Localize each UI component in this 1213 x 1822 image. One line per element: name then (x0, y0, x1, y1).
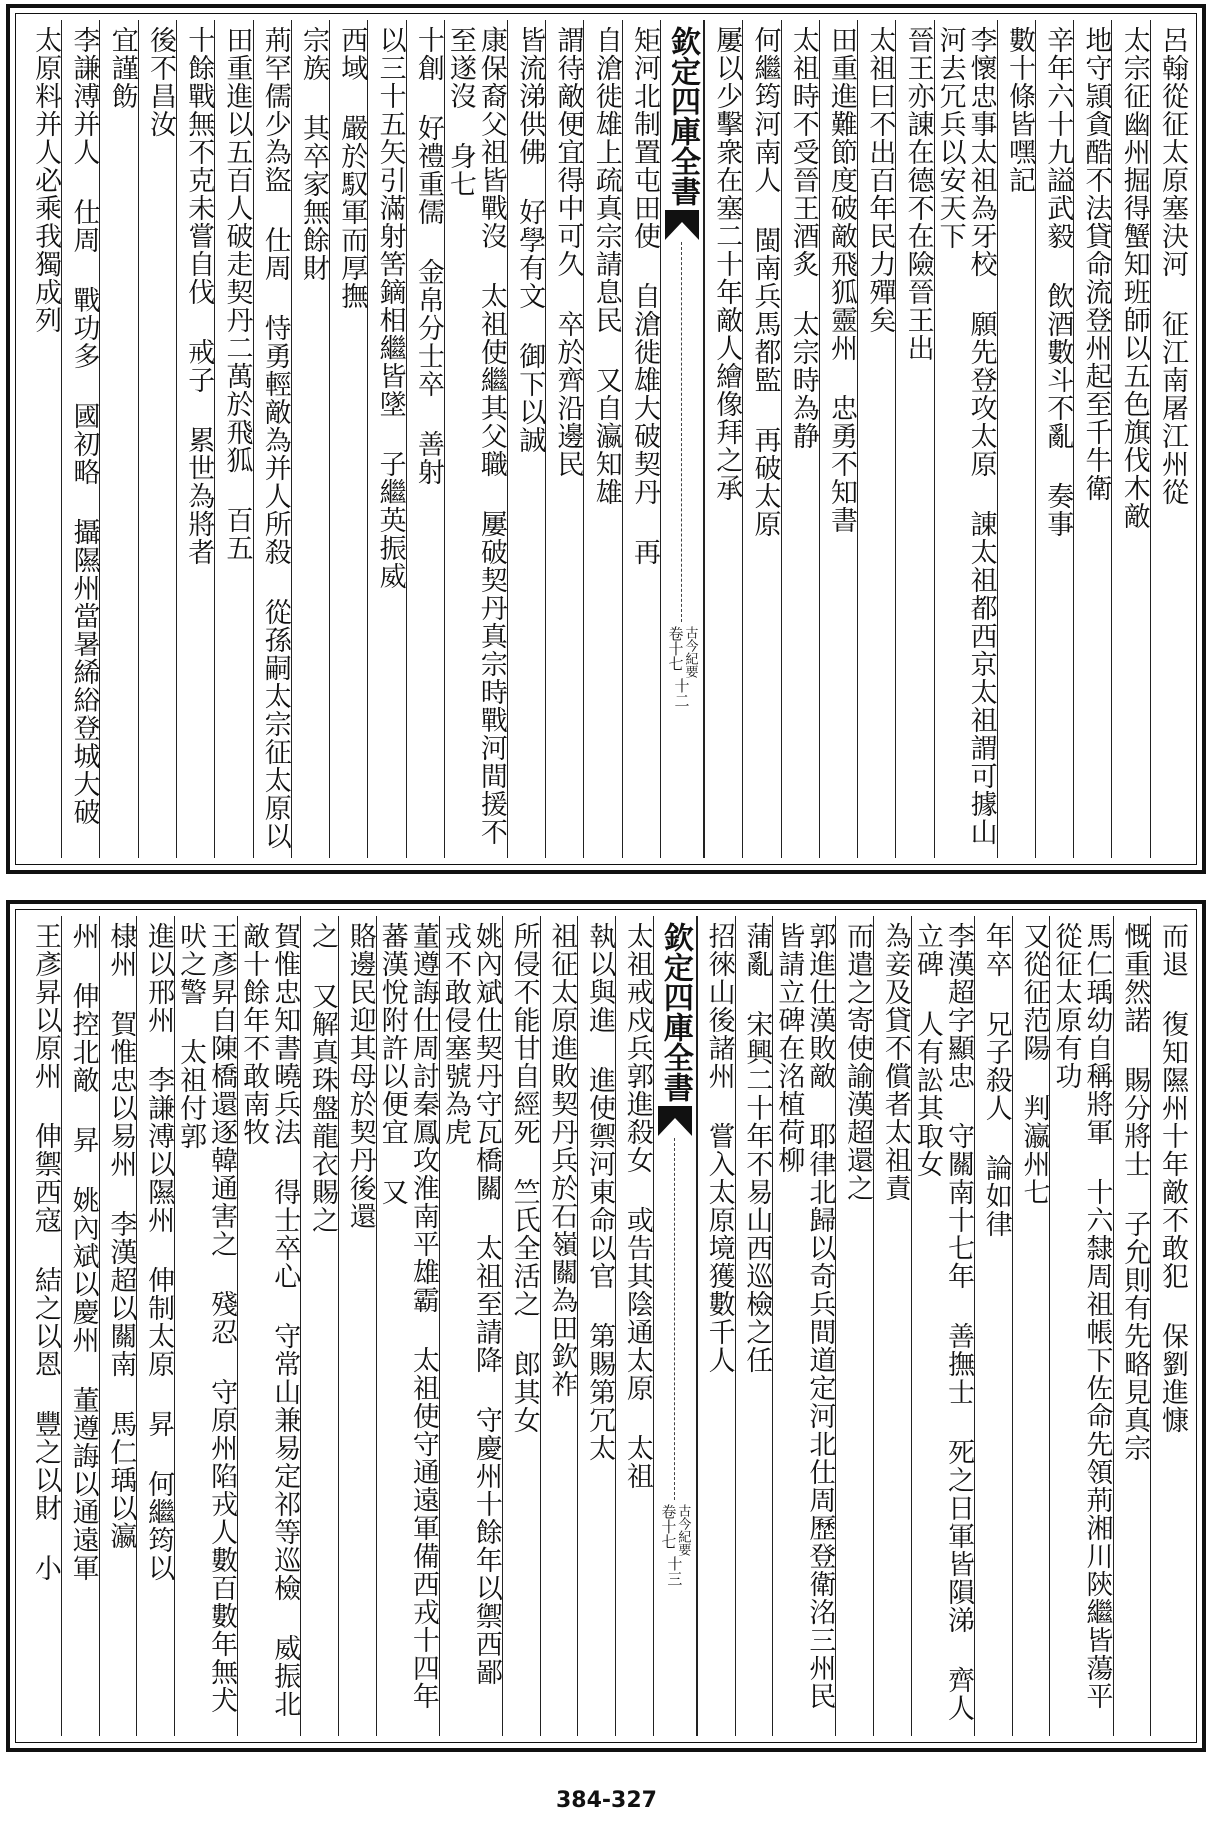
text-column: 十創 好禮重儒 金帛分士卒 善射 (406, 20, 444, 858)
text-column: 棣州 賀惟忠以易州 李漢超以關南 馬仁瑀以瀛 (99, 916, 137, 1736)
gutter-book-title: 古今紀要 (675, 1504, 691, 1556)
text-column: 為妾及貸不償者太祖責 (873, 916, 911, 1736)
gutter-rule (681, 242, 682, 622)
text-column: 蒲亂 宋興二十年不易山西巡檢之任 (735, 916, 773, 1736)
text-column: 李謙溥并人 仕周 戰功多 國初略 攝隰州當暑絺綌登城大破 (61, 20, 99, 858)
text-column: 晉王亦諌在德不在險晉王出 (895, 20, 933, 858)
text-column: 執以與進 進使禦河東命以官 第賜第冗太 (577, 916, 615, 1736)
text-column: 辛年六十九謚武毅 飲酒數斗不亂 奏事 (1035, 20, 1073, 858)
text-column: 進以邢州 李謙溥以隰州 伸制太原 昇 何繼筠以 (136, 916, 174, 1736)
gutter-folio: 十三 (665, 1556, 684, 1586)
text-column: 皆流涕供佛 好學有文 御下以誠 (507, 20, 545, 858)
text-column: 郭進仕漢敗敵 耶律北歸以奇兵間道定河北仕周歷登衛洺三州民皆請立碑在洺植荷柳 (772, 916, 835, 1736)
text-column: 何繼筠河南人 閩南兵馬都監 再破太原 (742, 20, 780, 858)
text-column: 宗族 其卒家無餘財 (291, 20, 329, 858)
bottom-columns (24, 916, 1188, 1736)
gutter-label (660, 1504, 689, 1556)
text-column: 姚內斌仕契丹守瓦橋關 太祖至請降 守慶州十餘年以禦西鄙 戎不敢侵塞號為虎 (439, 916, 502, 1736)
gutter-juan: 卷十七 (666, 626, 685, 671)
text-column: 太宗征幽州掘得蟹知班師以五色旗伐木敵 (1111, 20, 1149, 858)
text-column: 荊罕儒少為盜 仕周 恃勇輕敵為并人所殺 從孫嗣太宗征太原以 (253, 20, 291, 858)
text-column: 自滄徙雄上疏真宗請息民 又自瀛知雄 (583, 20, 621, 858)
text-column: 十餘戰無不克未嘗自伐 戒子 累世為將者 (176, 20, 214, 858)
text-column: 所侵不能甘自經死 竺氏全活之 郎其女 (502, 916, 540, 1736)
text-column: 賀惟忠知書曉兵法 得士卒心 守常山兼易定祁等巡檢 威振北敵十餘年不敢南牧 (237, 916, 300, 1736)
gutter-label (667, 626, 696, 678)
gutter-book-title: 古今紀要 (682, 626, 698, 678)
gutter-juan: 卷十七 (659, 1504, 678, 1549)
top-page (6, 4, 1206, 874)
text-column: 招徠山後諸州 嘗入太原境獲數千人 (697, 916, 735, 1736)
text-column: 太祖曰不出百年民力殫矣 (857, 20, 895, 858)
text-column: 而退 復知隰州十年敵不敢犯 保劉進慷 (1150, 916, 1188, 1736)
gutter-title: 欽定四庫全書 (657, 922, 693, 1102)
gutter-rule (674, 1138, 675, 1500)
gutter-folio: 十二 (672, 678, 691, 708)
text-column: 李懷忠事太祖為牙校 願先登攻太原 諌太祖都西京太祖謂可據山河去冗兵以安天下 (934, 20, 997, 858)
top-columns (24, 20, 1188, 858)
text-column: 王彥昇自陳橋還逐韓通害之 殘忍 守原州陷戎人數百數年無犬吠之警 太祖付郭 (174, 916, 237, 1736)
text-column: 田重進以五百人破走契丹二萬於飛狐 百五 (214, 20, 252, 858)
text-column: 慨重然諾 賜分將士 子允則有先略見真宗 (1113, 916, 1151, 1736)
text-column: 宜謹飭 (99, 20, 137, 858)
text-column: 屢以少擊衆在塞二十年敵人繪像拜之承 (704, 20, 742, 858)
text-column: 州 伸控北敵 昇 姚內斌以慶州 董遵誨以通遠軍 (61, 916, 99, 1736)
text-column: 王彥昇以原州 伸禦西寇 結之以恩 豐之以財 小 (29, 922, 61, 1582)
text-column: 李漢超字顯忠 守關南十七年 善撫士 死之日軍皆隕涕 齊人立碑 人有訟其取女 (911, 916, 974, 1736)
text-column: 以三十五矢引滿射筈鏑相繼皆墜 子繼英振威 (367, 20, 405, 858)
text-column: 太祖戒戍兵郭進殺女 或告其陰通太原 太祖 (615, 916, 653, 1736)
top-gutter (660, 20, 704, 858)
page-number: 384-327 (556, 1788, 657, 1813)
text-column: 年卒 兄子殺人 論如律 (974, 916, 1012, 1736)
text-column: 又從征范陽 判瀛州七 (1012, 916, 1050, 1736)
text-column: 而遣之寄使諭漢超還之 (835, 916, 873, 1736)
text-column: 後不昌汝 (138, 20, 176, 858)
text-column: 謂待敵便宜得中可久 卒於齊沿邊民 (545, 20, 583, 858)
text-column: 數十條皆嘿記 (997, 20, 1035, 858)
text-column: 地守頴貪酷不法貸命流登州起至千牛衛 (1073, 20, 1111, 858)
text-column: 矩河北制置屯田使 自滄徙雄大破契丹 再 (622, 20, 660, 858)
text-column: 呂翰從征太原塞決河 征江南屠江州從 (1150, 20, 1188, 858)
text-column: 之 又解真珠盤龍衣賜之 (300, 916, 338, 1736)
bottom-gutter (653, 916, 697, 1736)
fish-tail-icon (658, 1106, 692, 1136)
text-column: 西域 嚴於馭軍而厚撫 (329, 20, 367, 858)
bottom-page (6, 900, 1206, 1752)
text-column: 祖征太原進敗契丹兵於石嶺關為田欽祚 (540, 916, 578, 1736)
text-column: 太祖時不受晉王酒炙 太宗時為静 (781, 20, 819, 858)
text-column: 馬仁瑀幼自稱將軍 十六隸周祖帳下佐命先領荊湘川陝繼皆蕩平 從征太原有功 (1049, 916, 1112, 1736)
text-column: 太原料并人必乘我獨成列 (30, 26, 62, 334)
text-column: 田重進難節度破敵飛狐靈州 忠勇不知書 (819, 20, 857, 858)
text-column: 董遵誨仕周討秦鳳攻淮南平雄霸 太祖使守通遠軍備西戎十四年蕃漢悅附許以便宜 又 (376, 916, 439, 1736)
gutter-title: 欽定四庫全書 (664, 26, 700, 206)
fish-tail-icon (665, 210, 699, 240)
text-column: 賂邊民迎其母於契丹後還 (338, 916, 376, 1736)
text-column: 康保裔父祖皆戰沒 太祖使繼其父職 屢破契丹真宗時戰河間援不至遂沒 身七 (444, 20, 507, 858)
